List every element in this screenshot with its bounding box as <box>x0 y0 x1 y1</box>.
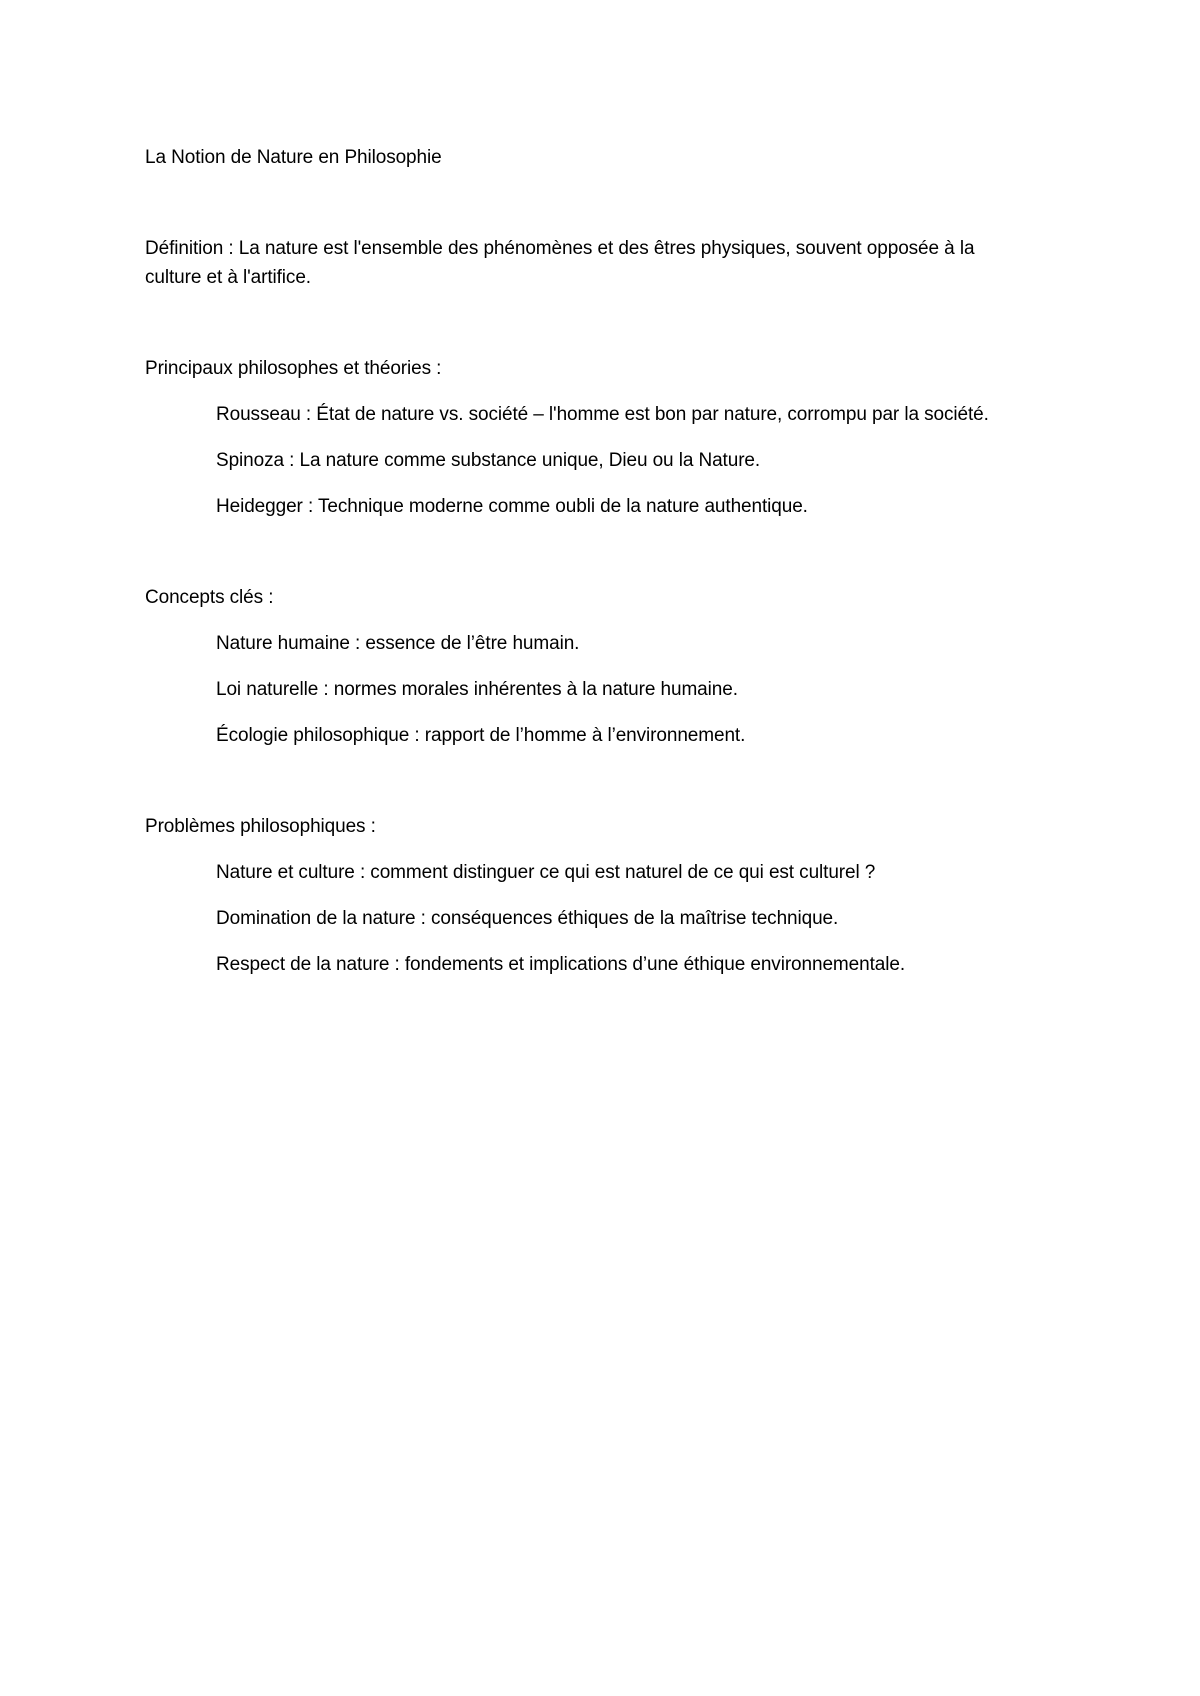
list-item: Respect de la nature : fondements et implications d’une éthique environnementale. <box>216 954 906 975</box>
section-heading-concepts: Concepts clés : <box>145 587 274 608</box>
list-item: Heidegger : Technique moderne comme oubli de la nature authentique. <box>216 496 808 517</box>
list-item: Loi naturelle : normes morales inhérentes à la nature humaine. <box>216 679 738 700</box>
list-item: Domination de la nature : conséquences éthiques de la maîtrise technique. <box>216 908 839 929</box>
section-heading-philosophers: Principaux philosophes et théories : <box>145 358 442 379</box>
list-item: Nature humaine : essence de l’être humain. <box>216 633 580 654</box>
list-item: Spinoza : La nature comme substance unique, Dieu ou la Nature. <box>216 450 761 471</box>
list-item: Rousseau : État de nature vs. société – l'homme est bon par nature, corrompu par la société. <box>216 404 989 425</box>
list-item: Nature et culture : comment distinguer ce qui est naturel de ce qui est culturel ? <box>216 862 876 883</box>
section-heading-problems: Problèmes philosophiques : <box>145 816 376 837</box>
definition-line-2: culture et à l'artifice. <box>145 267 311 288</box>
definition-line-1: Définition : La nature est l'ensemble des phénomènes et des êtres physiques, souvent opposée à la <box>145 238 975 259</box>
list-item: Écologie philosophique : rapport de l’homme à l’environnement. <box>216 725 746 746</box>
document-title: La Notion de Nature en Philosophie <box>145 147 442 168</box>
